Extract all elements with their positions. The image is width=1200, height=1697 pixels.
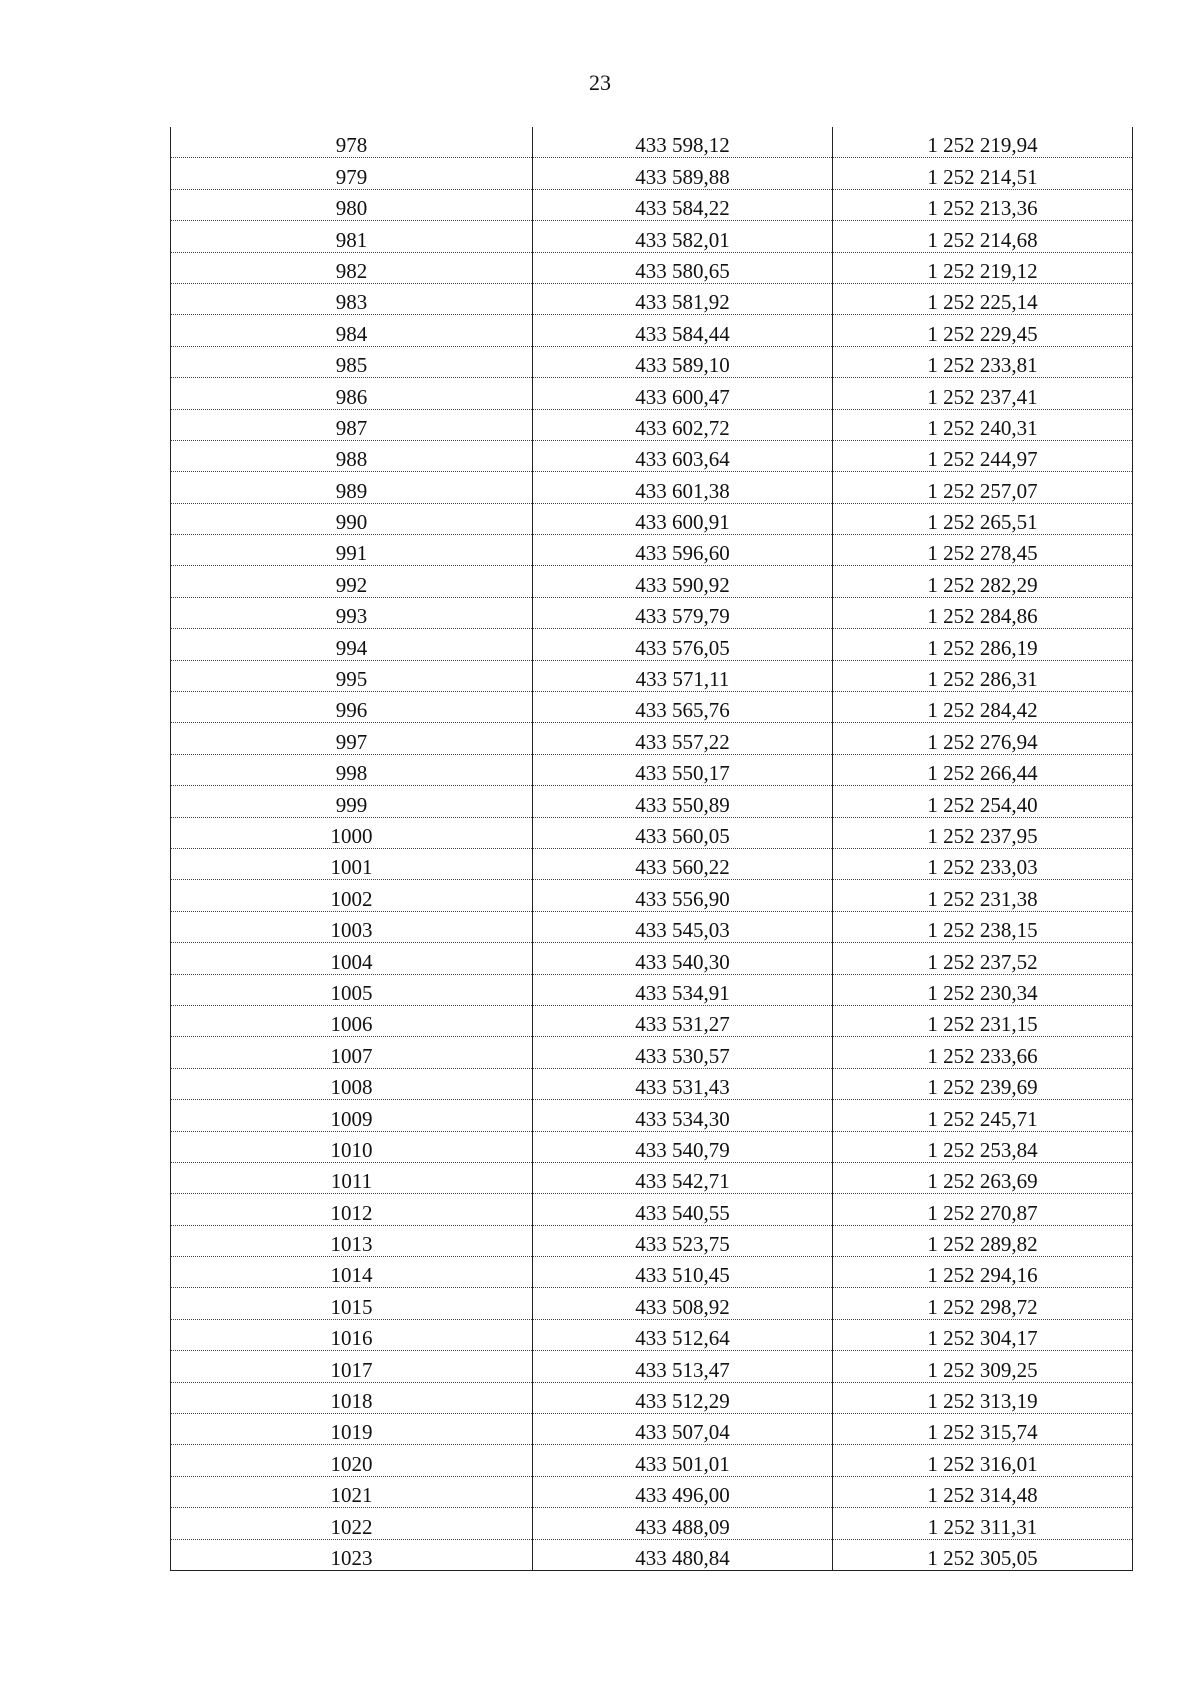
y-coordinate-cell: 1 252 286,19 [833, 629, 1133, 660]
y-coordinate-cell: 1 252 213,36 [833, 189, 1133, 220]
y-coordinate-cell: 1 252 244,97 [833, 440, 1133, 471]
point-number-cell: 1023 [171, 1539, 533, 1570]
y-coordinate-cell: 1 252 278,45 [833, 535, 1133, 566]
table-row [171, 1005, 1133, 1036]
point-number-cell: 983 [171, 283, 533, 314]
table-row [171, 1257, 1133, 1288]
point-number-cell: 989 [171, 472, 533, 503]
table-row [171, 1194, 1133, 1225]
table-row [171, 974, 1133, 1005]
x-coordinate-cell: 433 508,92 [533, 1288, 833, 1319]
x-coordinate-cell: 433 584,22 [533, 189, 833, 220]
x-coordinate-cell: 433 581,92 [533, 283, 833, 314]
point-number-cell: 993 [171, 597, 533, 628]
y-coordinate-cell: 1 252 231,15 [833, 1005, 1133, 1036]
x-coordinate-cell: 433 550,17 [533, 754, 833, 785]
table-row [171, 848, 1133, 879]
table-row [171, 723, 1133, 754]
x-coordinate-cell: 433 534,91 [533, 974, 833, 1005]
y-coordinate-cell: 1 252 237,52 [833, 943, 1133, 974]
x-coordinate-cell: 433 601,38 [533, 472, 833, 503]
y-coordinate-cell: 1 252 266,44 [833, 754, 1133, 785]
point-number-cell: 988 [171, 440, 533, 471]
y-coordinate-cell: 1 252 214,68 [833, 221, 1133, 252]
y-coordinate-cell: 1 252 286,31 [833, 660, 1133, 691]
y-coordinate-cell: 1 252 237,95 [833, 817, 1133, 848]
x-coordinate-cell: 433 531,27 [533, 1005, 833, 1036]
point-number-cell: 1000 [171, 817, 533, 848]
y-coordinate-cell: 1 252 214,51 [833, 158, 1133, 189]
x-coordinate-cell: 433 540,30 [533, 943, 833, 974]
table-row [171, 315, 1133, 346]
point-number-cell: 979 [171, 158, 533, 189]
x-coordinate-cell: 433 510,45 [533, 1257, 833, 1288]
point-number-cell: 987 [171, 409, 533, 440]
x-coordinate-cell: 433 600,91 [533, 503, 833, 534]
y-coordinate-cell: 1 252 309,25 [833, 1351, 1133, 1382]
point-number-cell: 992 [171, 566, 533, 597]
point-number-cell: 1015 [171, 1288, 533, 1319]
x-coordinate-cell: 433 571,11 [533, 660, 833, 691]
x-coordinate-cell: 433 540,55 [533, 1194, 833, 1225]
table-row [171, 817, 1133, 848]
point-number-cell: 997 [171, 723, 533, 754]
y-coordinate-cell: 1 252 263,69 [833, 1162, 1133, 1193]
y-coordinate-cell: 1 252 298,72 [833, 1288, 1133, 1319]
y-coordinate-cell: 1 252 231,38 [833, 880, 1133, 911]
x-coordinate-cell: 433 531,43 [533, 1068, 833, 1099]
x-coordinate-cell: 433 513,47 [533, 1351, 833, 1382]
table-row [171, 1037, 1133, 1068]
table-row [171, 1445, 1133, 1476]
y-coordinate-cell: 1 252 265,51 [833, 503, 1133, 534]
point-number-cell: 1009 [171, 1100, 533, 1131]
point-number-cell: 1010 [171, 1131, 533, 1162]
point-number-cell: 1013 [171, 1225, 533, 1256]
y-coordinate-cell: 1 252 276,94 [833, 723, 1133, 754]
point-number-cell: 998 [171, 754, 533, 785]
table-row [171, 566, 1133, 597]
x-coordinate-cell: 433 557,22 [533, 723, 833, 754]
table-row [171, 660, 1133, 691]
x-coordinate-cell: 433 565,76 [533, 692, 833, 723]
table-row [171, 221, 1133, 252]
table-row [171, 503, 1133, 534]
point-number-cell: 1022 [171, 1508, 533, 1539]
y-coordinate-cell: 1 252 313,19 [833, 1382, 1133, 1413]
x-coordinate-cell: 433 602,72 [533, 409, 833, 440]
y-coordinate-cell: 1 252 311,31 [833, 1508, 1133, 1539]
x-coordinate-cell: 433 550,89 [533, 786, 833, 817]
table-row [171, 943, 1133, 974]
y-coordinate-cell: 1 252 238,15 [833, 911, 1133, 942]
table-row [171, 346, 1133, 377]
x-coordinate-cell: 433 534,30 [533, 1100, 833, 1131]
y-coordinate-cell: 1 252 239,69 [833, 1068, 1133, 1099]
point-number-cell: 1011 [171, 1162, 533, 1193]
y-coordinate-cell: 1 252 225,14 [833, 283, 1133, 314]
table-row [171, 692, 1133, 723]
table-row [171, 1100, 1133, 1131]
x-coordinate-cell: 433 480,84 [533, 1539, 833, 1570]
y-coordinate-cell: 1 252 237,41 [833, 378, 1133, 409]
y-coordinate-cell: 1 252 233,66 [833, 1037, 1133, 1068]
table-row [171, 911, 1133, 942]
x-coordinate-cell: 433 501,01 [533, 1445, 833, 1476]
point-number-cell: 996 [171, 692, 533, 723]
x-coordinate-cell: 433 540,79 [533, 1131, 833, 1162]
table-row [171, 880, 1133, 911]
point-number-cell: 1004 [171, 943, 533, 974]
y-coordinate-cell: 1 252 315,74 [833, 1414, 1133, 1445]
table-row [171, 127, 1133, 158]
point-number-cell: 995 [171, 660, 533, 691]
table-row [171, 1351, 1133, 1382]
x-coordinate-cell: 433 584,44 [533, 315, 833, 346]
y-coordinate-cell: 1 252 253,84 [833, 1131, 1133, 1162]
table-row [171, 1539, 1133, 1570]
page-number: 23 [589, 70, 611, 95]
point-number-cell: 984 [171, 315, 533, 346]
x-coordinate-cell: 433 545,03 [533, 911, 833, 942]
point-number-cell: 1006 [171, 1005, 533, 1036]
table-row [171, 786, 1133, 817]
y-coordinate-cell: 1 252 219,12 [833, 252, 1133, 283]
point-number-cell: 986 [171, 378, 533, 409]
point-number-cell: 1007 [171, 1037, 533, 1068]
x-coordinate-cell: 433 556,90 [533, 880, 833, 911]
point-number-cell: 980 [171, 189, 533, 220]
x-coordinate-cell: 433 542,71 [533, 1162, 833, 1193]
y-coordinate-cell: 1 252 240,31 [833, 409, 1133, 440]
table-row [171, 597, 1133, 628]
point-number-cell: 1012 [171, 1194, 533, 1225]
y-coordinate-cell: 1 252 305,05 [833, 1539, 1133, 1570]
x-coordinate-cell: 433 600,47 [533, 378, 833, 409]
point-number-cell: 1016 [171, 1319, 533, 1350]
point-number-cell: 1003 [171, 911, 533, 942]
y-coordinate-cell: 1 252 289,82 [833, 1225, 1133, 1256]
x-coordinate-cell: 433 512,64 [533, 1319, 833, 1350]
y-coordinate-cell: 1 252 316,01 [833, 1445, 1133, 1476]
table-row [171, 1382, 1133, 1413]
point-number-cell: 985 [171, 346, 533, 377]
x-coordinate-cell: 433 596,60 [533, 535, 833, 566]
point-number-cell: 982 [171, 252, 533, 283]
table-row [171, 1131, 1133, 1162]
coordinates-table-body [171, 127, 1133, 1570]
point-number-cell: 1001 [171, 848, 533, 879]
y-coordinate-cell: 1 252 284,86 [833, 597, 1133, 628]
point-number-cell: 990 [171, 503, 533, 534]
point-number-cell: 1019 [171, 1414, 533, 1445]
y-coordinate-cell: 1 252 233,81 [833, 346, 1133, 377]
table-row [171, 629, 1133, 660]
x-coordinate-cell: 433 589,10 [533, 346, 833, 377]
table-row [171, 1225, 1133, 1256]
point-number-cell: 1005 [171, 974, 533, 1005]
x-coordinate-cell: 433 523,75 [533, 1225, 833, 1256]
table-row [171, 1319, 1133, 1350]
x-coordinate-cell: 433 582,01 [533, 221, 833, 252]
x-coordinate-cell: 433 512,29 [533, 1382, 833, 1413]
x-coordinate-cell: 433 488,09 [533, 1508, 833, 1539]
table-row [171, 189, 1133, 220]
table-row [171, 1288, 1133, 1319]
table-row [171, 1414, 1133, 1445]
table-row [171, 1508, 1133, 1539]
point-number-cell: 978 [171, 127, 533, 158]
y-coordinate-cell: 1 252 284,42 [833, 692, 1133, 723]
point-number-cell: 1020 [171, 1445, 533, 1476]
x-coordinate-cell: 433 603,64 [533, 440, 833, 471]
y-coordinate-cell: 1 252 245,71 [833, 1100, 1133, 1131]
point-number-cell: 991 [171, 535, 533, 566]
table-row [171, 378, 1133, 409]
coordinates-table [170, 127, 1133, 1571]
table-row [171, 754, 1133, 785]
table-row [171, 1476, 1133, 1507]
y-coordinate-cell: 1 252 304,17 [833, 1319, 1133, 1350]
table-row [171, 409, 1133, 440]
table-row [171, 1162, 1133, 1193]
x-coordinate-cell: 433 579,79 [533, 597, 833, 628]
x-coordinate-cell: 433 560,05 [533, 817, 833, 848]
x-coordinate-cell: 433 560,22 [533, 848, 833, 879]
y-coordinate-cell: 1 252 282,29 [833, 566, 1133, 597]
point-number-cell: 1014 [171, 1257, 533, 1288]
point-number-cell: 1002 [171, 880, 533, 911]
y-coordinate-cell: 1 252 229,45 [833, 315, 1133, 346]
x-coordinate-cell: 433 507,04 [533, 1414, 833, 1445]
table-row [171, 158, 1133, 189]
table-row [171, 283, 1133, 314]
y-coordinate-cell: 1 252 270,87 [833, 1194, 1133, 1225]
y-coordinate-cell: 1 252 314,48 [833, 1476, 1133, 1507]
x-coordinate-cell: 433 580,65 [533, 252, 833, 283]
y-coordinate-cell: 1 252 294,16 [833, 1257, 1133, 1288]
point-number-cell: 1021 [171, 1476, 533, 1507]
x-coordinate-cell: 433 589,88 [533, 158, 833, 189]
table-row [171, 1068, 1133, 1099]
y-coordinate-cell: 1 252 230,34 [833, 974, 1133, 1005]
x-coordinate-cell: 433 576,05 [533, 629, 833, 660]
point-number-cell: 981 [171, 221, 533, 252]
table-row [171, 252, 1133, 283]
y-coordinate-cell: 1 252 233,03 [833, 848, 1133, 879]
x-coordinate-cell: 433 590,92 [533, 566, 833, 597]
x-coordinate-cell: 433 530,57 [533, 1037, 833, 1068]
point-number-cell: 999 [171, 786, 533, 817]
point-number-cell: 1017 [171, 1351, 533, 1382]
y-coordinate-cell: 1 252 254,40 [833, 786, 1133, 817]
point-number-cell: 994 [171, 629, 533, 660]
point-number-cell: 1008 [171, 1068, 533, 1099]
table-row [171, 440, 1133, 471]
x-coordinate-cell: 433 598,12 [533, 127, 833, 158]
y-coordinate-cell: 1 252 219,94 [833, 127, 1133, 158]
table-row [171, 535, 1133, 566]
y-coordinate-cell: 1 252 257,07 [833, 472, 1133, 503]
x-coordinate-cell: 433 496,00 [533, 1476, 833, 1507]
point-number-cell: 1018 [171, 1382, 533, 1413]
table-row [171, 472, 1133, 503]
